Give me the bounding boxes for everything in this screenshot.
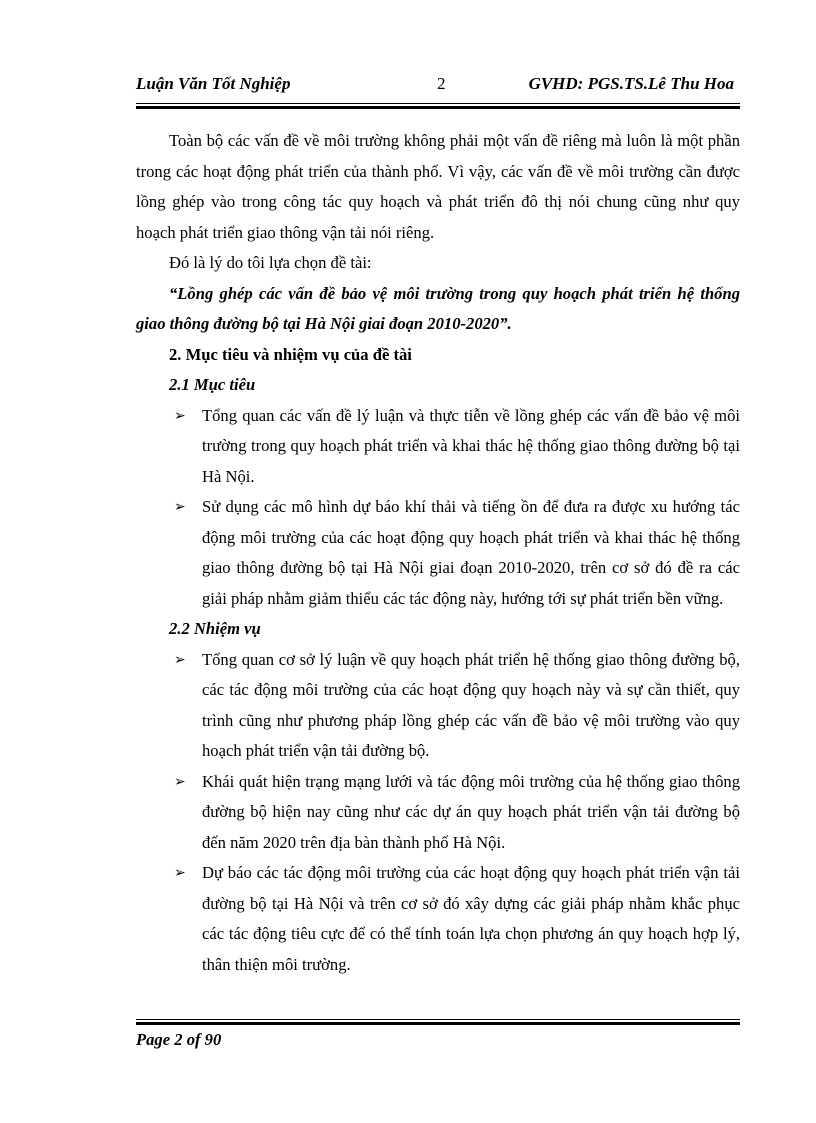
header-page-number: 2 <box>437 74 446 93</box>
arrow-bullet-icon: ➢ <box>174 407 186 424</box>
task-text: Dự báo các tác động môi trường của các hoạt động quy hoạch phát triển vận tải đường bộ tại Hà Nội và trên cơ sở đó xây dựng các giải pháp nhằm khắc phục các tác động tiêu cực để có thể tính toán lựa chọn phương án quy hoạch hợp lý, thân thiện môi trường. <box>202 863 740 974</box>
thesis-topic-quote: “Lồng ghép các vấn đề bảo vệ môi trường trong quy hoạch phát triển hệ thống giao thông đường bộ tại Hà Nội giai đoạn 2010-2020”. <box>136 283 740 333</box>
subsection-heading-goals: 2.1 Mục tiêu <box>169 375 256 394</box>
section-heading-goals-tasks: 2. Mục tiêu và nhiệm vụ của đề tài <box>169 344 412 364</box>
intro-paragraph: Toàn bộ các vấn đề về môi trường không phải một vấn đề riêng mà luôn là một phần trong các hoạt động phát triển của thành phố. Vì vậy, các vấn đề về môi trường cần được lồng ghép vào trong công tác quy hoạch và phát triển đô thị nói chung cũng như quy hoạch phát triển giao thông vận tải nói riêng. <box>136 131 740 242</box>
page-footer: Page 2 of 90 <box>136 1030 222 1049</box>
list-item <box>136 858 740 980</box>
arrow-bullet-icon: ➢ <box>174 773 186 790</box>
task-text: Khái quát hiện trạng mạng lưới và tác động môi trường của hệ thống giao thông đường bộ hiện nay cũng như các dự án quy hoạch phát triển vận tải đường bộ đến năm 2020 trên địa bàn thành phố Hà Nội. <box>202 771 740 852</box>
header-rule-thick <box>136 106 740 109</box>
list-item <box>136 492 740 614</box>
subsection-heading-tasks: 2.2 Nhiệm vụ <box>169 619 261 638</box>
page-body <box>136 126 740 980</box>
arrow-bullet-icon: ➢ <box>174 651 186 668</box>
goal-text: Sử dụng các mô hình dự báo khí thải và tiếng ồn để đưa ra được xu hướng tác động môi trường của các hoạt động quy hoạch phát triển và khai thác hệ thống giao thông đường bộ tại Hà Nội giai đoạn 2010-2020, trên cơ sở đó đề ra các giải pháp nhằm giảm thiểu các tác động này, hướng tới sự phát triển bền vững. <box>202 497 740 608</box>
header-supervisor: GVHD: PGS.TS.Lê Thu Hoa <box>528 74 734 93</box>
goal-text: Tổng quan các vấn đề lý luận và thực tiễn về lồng ghép các vấn đề bảo vệ môi trường trong quy hoạch phát triển và khai thác hệ thống giao thông đường bộ tại Hà Nội. <box>202 405 740 486</box>
footer-rule-thick <box>136 1022 740 1025</box>
arrow-bullet-icon: ➢ <box>174 499 186 515</box>
header-thesis-title: Luận Văn Tốt Nghiệp <box>136 74 291 93</box>
topic-lead-paragraph: Đó là lý do tôi lựa chọn đề tài: <box>169 253 372 272</box>
arrow-bullet-icon: ➢ <box>174 865 186 881</box>
task-text: Tổng quan cơ sở lý luận về quy hoạch phát triển hệ thống giao thông đường bộ, các tác động môi trường của các hoạt động quy hoạch này và sự cần thiết, quy trình cũng như phương pháp lồng ghép các vấn đề bảo vệ môi trường vào quy hoạch phát triển vận tải đường bộ. <box>202 649 740 760</box>
page-header <box>136 74 740 100</box>
list-item <box>136 767 740 859</box>
list-item <box>136 645 740 767</box>
footer-rule-thin <box>136 1019 740 1020</box>
list-item <box>136 401 740 493</box>
header-rule-thin <box>136 103 740 104</box>
